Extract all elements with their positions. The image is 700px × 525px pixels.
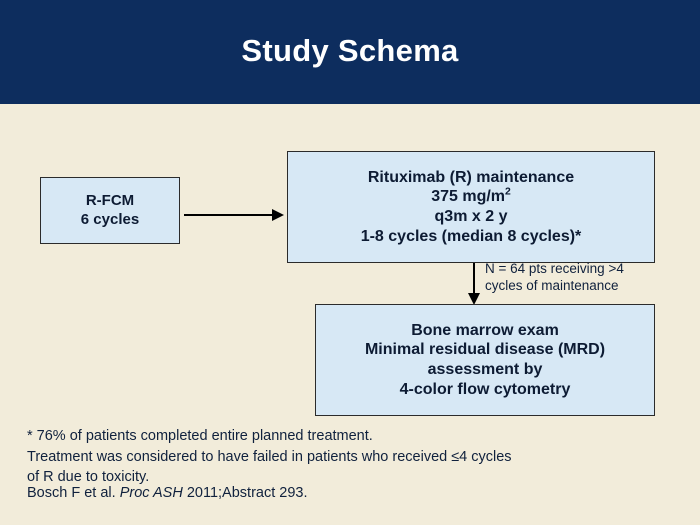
footnote-line-2: Treatment was considered to have failed in patients who received ≤4 cycles (27, 448, 512, 465)
box-r-fcm-line-2: 6 cycles (80, 210, 140, 228)
box-bone-marrow-line-2: Minimal residual disease (MRD) (364, 341, 606, 359)
arrow-annotation-line-1: N = 64 pts receiving >4 (485, 261, 624, 276)
box-r-fcm (40, 177, 180, 244)
arrow-down-shaft (473, 263, 475, 295)
box-bone-marrow-exam (315, 304, 655, 416)
page-title: Study Schema (241, 33, 459, 68)
footnote-line-1: * 76% of patients completed entire planned treatment. (27, 428, 373, 444)
box-rituximab-line-4: 1-8 cycles (median 8 cycles)* (360, 227, 582, 245)
box-rituximab-dose: 375 mg/m (431, 188, 506, 206)
citation-details: 2011;Abstract 293. (182, 485, 308, 501)
arrow-annotation-line-2: cycles of maintenance (485, 278, 619, 294)
citation-authors: Bosch F et al. (27, 485, 120, 501)
box-bone-marrow-line-3: assessment by (427, 361, 543, 378)
arrow-right-head (272, 209, 284, 221)
arrow-right-icon (184, 209, 284, 222)
box-rituximab-line-2 (431, 187, 511, 207)
citation (27, 485, 667, 501)
box-rituximab-maintenance (287, 151, 655, 263)
box-rituximab-line-3: q3m x 2 y (434, 208, 508, 225)
box-rituximab-line-1: Rituximab (R) maintenance (367, 168, 575, 186)
box-bone-marrow-line-1: Bone marrow exam (411, 321, 559, 339)
box-rituximab-dose-exponent: 2 (505, 187, 511, 199)
footnote-line-3: of R due to toxicity. (27, 469, 150, 486)
footnote (27, 426, 667, 488)
box-r-fcm-line-1: R-FCM (85, 192, 135, 210)
arrow-annotation (485, 260, 685, 294)
arrow-down-icon (468, 263, 481, 305)
citation-source: Proc ASH (119, 485, 183, 501)
box-bone-marrow-line-4: 4-color flow cytometry (399, 380, 571, 398)
arrow-right-shaft (184, 214, 274, 216)
